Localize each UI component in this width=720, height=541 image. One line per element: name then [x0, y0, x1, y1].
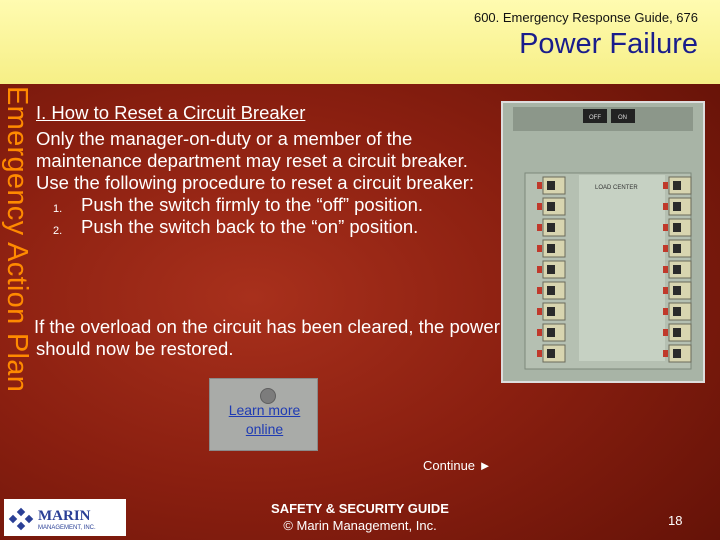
step-1 [36, 194, 496, 216]
breaker-handle [673, 328, 681, 337]
breaker-handle [547, 328, 555, 337]
photo-off-label: OFF [589, 115, 601, 121]
breaker-tag [537, 329, 542, 336]
breaker-handle [673, 223, 681, 232]
header-bar [0, 0, 720, 84]
breaker-tag [537, 308, 542, 315]
breaker-panel-photo [501, 101, 705, 383]
breaker-tag [537, 203, 542, 210]
breaker-handle [547, 181, 555, 190]
header-subtitle: 600. Emergency Response Guide, 676 [473, 10, 698, 25]
breaker-handle [547, 265, 555, 274]
breaker-handle [673, 265, 681, 274]
breaker-tag [537, 287, 542, 294]
breaker-handle [547, 307, 555, 316]
breaker-tag [663, 287, 668, 294]
breaker-handle [547, 286, 555, 295]
logo-sub: MANAGEMENT, INC. [38, 525, 96, 531]
photo-on-label: ON [618, 115, 627, 121]
learn-more-button[interactable] [209, 378, 318, 451]
breaker-tag [663, 308, 668, 315]
step-text: Push the switch firmly to the “off” position. [81, 194, 424, 215]
breaker-handle [547, 202, 555, 211]
page-number: 18 [668, 513, 683, 528]
breaker-tag [537, 266, 542, 273]
logo-icon [4, 499, 126, 536]
breaker-tag [663, 224, 668, 231]
breaker-handle [673, 244, 681, 253]
step-number: 1. [53, 203, 63, 215]
page-title: Power Failure [519, 28, 698, 60]
side-label: Emergency Action Plan [1, 86, 33, 393]
breaker-tag [663, 266, 668, 273]
breaker-tag [537, 182, 542, 189]
step-text: Push the switch back to the “on” position. [81, 216, 419, 237]
breaker-handle [673, 307, 681, 316]
breaker-tag [663, 350, 668, 357]
breaker-handle [673, 349, 681, 358]
breaker-handle [673, 202, 681, 211]
section-heading: I. How to Reset a Circuit Breaker [36, 102, 306, 123]
breaker-handle [547, 223, 555, 232]
main-content [36, 102, 496, 238]
breaker-tag [537, 224, 542, 231]
breaker-handle [673, 181, 681, 190]
step-number: 2. [53, 225, 63, 237]
breaker-handle [547, 244, 555, 253]
breaker-panel-illustration [503, 103, 703, 381]
breaker-handle [547, 349, 555, 358]
marin-logo [4, 499, 126, 536]
breaker-tag [663, 245, 668, 252]
breaker-tag [537, 350, 542, 357]
photo-panel-label: LOAD CENTER [595, 185, 638, 191]
footer-title: SAFETY & SECURITY GUIDE [271, 501, 449, 516]
continue-button[interactable]: Continue ► [423, 458, 492, 473]
breaker-tag [537, 245, 542, 252]
learn-more-link[interactable]: Learn more online [228, 402, 301, 437]
conclusion-paragraph: If the overload on the circuit has been cleared, the power should now be restored. [34, 316, 500, 359]
breaker-handle [673, 286, 681, 295]
logo-word: MARIN [38, 508, 91, 524]
breaker-tag [663, 182, 668, 189]
footer-copyright: © Marin Management, Inc. [283, 518, 437, 533]
step-2 [36, 216, 496, 238]
breaker-tag [663, 329, 668, 336]
intro-paragraph: Only the manager-on-duty or a member of the maintenance department may reset a circuit breaker. Use the following procedure to reset a circuit breaker: [36, 128, 475, 193]
breaker-tag [663, 203, 668, 210]
